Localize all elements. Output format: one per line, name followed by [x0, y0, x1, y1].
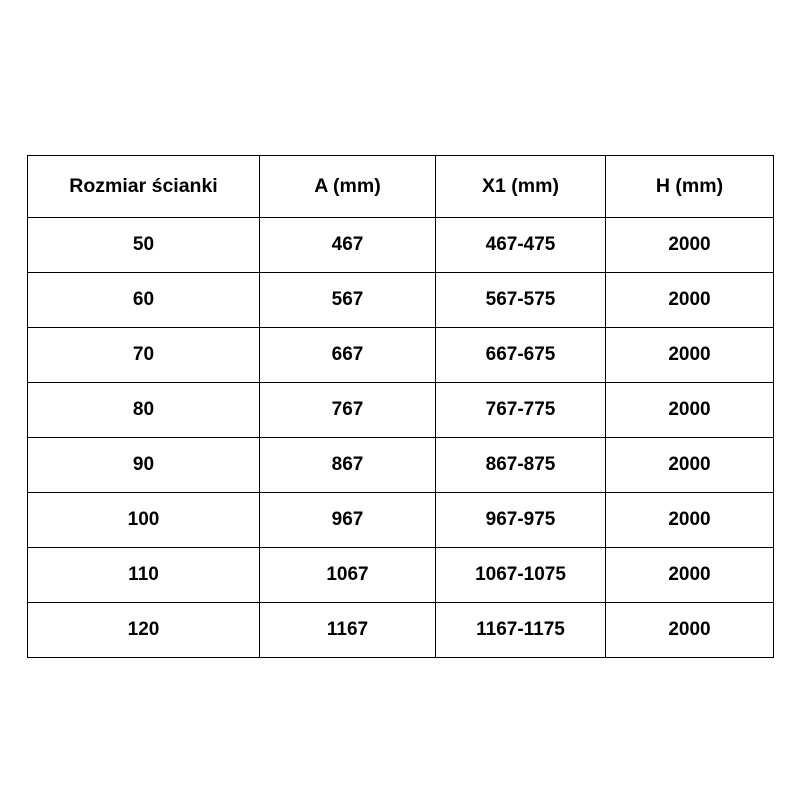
cell-x1: 767-775 — [436, 383, 606, 438]
column-header-h-mm: H (mm) — [606, 156, 774, 218]
table-header-row — [28, 156, 774, 218]
cell-a: 967 — [260, 493, 436, 548]
cell-a: 767 — [260, 383, 436, 438]
cell-a: 1167 — [260, 603, 436, 658]
cell-h: 2000 — [606, 328, 774, 383]
cell-rozmiar-scianki: 70 — [28, 328, 260, 383]
cell-h: 2000 — [606, 548, 774, 603]
cell-rozmiar-scianki: 120 — [28, 603, 260, 658]
cell-x1: 567-575 — [436, 273, 606, 328]
cell-rozmiar-scianki: 90 — [28, 438, 260, 493]
size-table — [27, 155, 774, 658]
table-row — [28, 328, 774, 383]
cell-x1: 1167-1175 — [436, 603, 606, 658]
cell-a: 467 — [260, 218, 436, 273]
cell-x1: 1067-1075 — [436, 548, 606, 603]
cell-a: 1067 — [260, 548, 436, 603]
cell-a: 867 — [260, 438, 436, 493]
size-table-container — [27, 155, 773, 658]
table-row — [28, 493, 774, 548]
cell-x1: 467-475 — [436, 218, 606, 273]
table-row — [28, 548, 774, 603]
cell-x1: 967-975 — [436, 493, 606, 548]
cell-rozmiar-scianki: 100 — [28, 493, 260, 548]
cell-h: 2000 — [606, 603, 774, 658]
cell-h: 2000 — [606, 218, 774, 273]
cell-h: 2000 — [606, 438, 774, 493]
table-header — [28, 156, 774, 218]
cell-rozmiar-scianki: 50 — [28, 218, 260, 273]
cell-a: 667 — [260, 328, 436, 383]
cell-rozmiar-scianki: 80 — [28, 383, 260, 438]
cell-rozmiar-scianki: 60 — [28, 273, 260, 328]
cell-h: 2000 — [606, 273, 774, 328]
table-row — [28, 438, 774, 493]
table-row — [28, 603, 774, 658]
cell-a: 567 — [260, 273, 436, 328]
cell-x1: 667-675 — [436, 328, 606, 383]
cell-h: 2000 — [606, 493, 774, 548]
column-header-rozmiar-scianki: Rozmiar ścianki — [28, 156, 260, 218]
table-body — [28, 218, 774, 658]
table-row — [28, 383, 774, 438]
cell-rozmiar-scianki: 110 — [28, 548, 260, 603]
table-row — [28, 218, 774, 273]
cell-x1: 867-875 — [436, 438, 606, 493]
column-header-a-mm: A (mm) — [260, 156, 436, 218]
table-row — [28, 273, 774, 328]
cell-h: 2000 — [606, 383, 774, 438]
column-header-x1-mm: X1 (mm) — [436, 156, 606, 218]
